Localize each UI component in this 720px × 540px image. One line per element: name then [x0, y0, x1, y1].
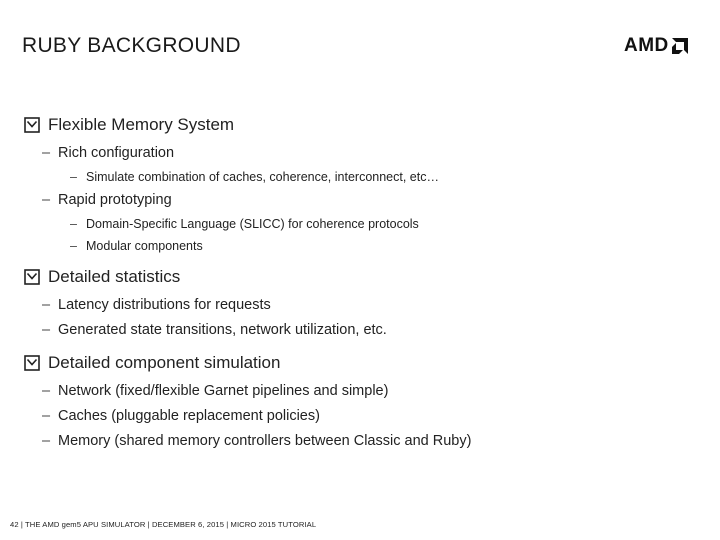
bullet-text: Flexible Memory System [48, 115, 235, 134]
dash-marker: – [42, 433, 51, 449]
sub-sub-bullet-item [24, 235, 704, 257]
sub-bullet-item [24, 188, 704, 213]
sub-sub-bullet-text: Simulate combination of caches, coherence, interconnect, etc… [86, 170, 439, 184]
sub-bullet-text: Memory (shared memory controllers between Classic and Ruby) [58, 433, 472, 449]
amd-logo-text: AMD [624, 35, 669, 56]
slide-footer: 42 | THE AMD gem5 APU SIMULATOR | DECEMBER 6, 2015 | MICRO 2015 TUTORIAL [10, 520, 317, 529]
sub-bullet-text: Caches (pluggable replacement policies) [58, 408, 320, 424]
amd-arrow-icon [671, 37, 689, 55]
dash-marker: – [42, 145, 51, 161]
sub-bullet-item [24, 404, 704, 429]
bullet-item [24, 351, 704, 375]
bullet-text: Detailed statistics [48, 267, 181, 286]
dash-marker: – [42, 383, 51, 399]
sub-bullet-item [24, 429, 704, 454]
sub-sub-bullet-item [24, 166, 704, 188]
sub-sub-bullet-text: Domain-Specific Language (SLICC) for coherence protocols [86, 217, 419, 231]
bullet-item [24, 113, 704, 137]
checkbox-icon [24, 269, 40, 285]
amd-logo [624, 36, 702, 56]
sub-bullet-text: Network (fixed/flexible Garnet pipelines and simple) [58, 383, 389, 399]
slide-title: RUBY BACKGROUND [22, 34, 241, 57]
sub-bullet-text: Generated state transitions, network utilization, etc. [58, 322, 387, 338]
checkbox-icon [24, 355, 40, 371]
sub-bullet-text: Rapid prototyping [58, 192, 172, 208]
sub-bullet-item [24, 379, 704, 404]
dash-marker: – [42, 192, 51, 208]
sub-bullet-text: Latency distributions for requests [58, 297, 271, 313]
sub-bullet-item [24, 141, 704, 166]
sub-bullet-text: Rich configuration [58, 145, 175, 161]
bullet-list [24, 113, 704, 454]
dash-marker: – [70, 170, 77, 184]
bullet-text: Detailed component simulation [48, 353, 281, 372]
sub-sub-bullet-item [24, 213, 704, 235]
dash-marker: – [42, 408, 51, 424]
dash-marker: – [70, 239, 77, 253]
dash-marker: – [42, 322, 51, 338]
checkbox-icon [24, 117, 40, 133]
sub-bullet-item [24, 293, 704, 318]
bullet-item [24, 265, 704, 289]
sub-bullet-item [24, 318, 704, 343]
sub-sub-bullet-text: Modular components [86, 239, 203, 253]
dash-marker: – [70, 217, 77, 231]
dash-marker: – [42, 297, 51, 313]
